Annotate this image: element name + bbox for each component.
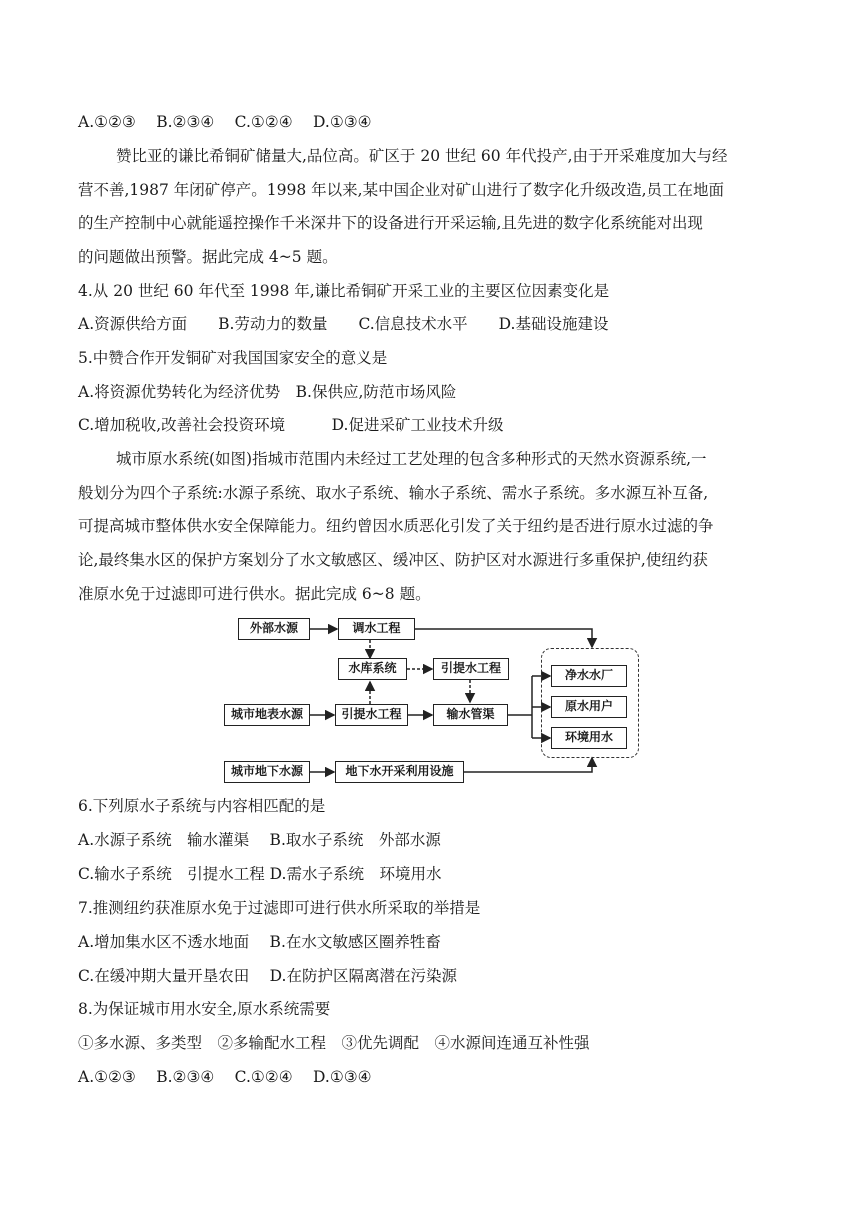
box-external-source: 外部水源 [238, 618, 310, 640]
q7-options-cd: C.在缓冲期大量开垦农田 D.在防护区隔离潜在污染源 [78, 967, 457, 985]
q8-options: A.①②③ B.②③④ C.①②④ D.①③④ [78, 1068, 372, 1086]
q5-options-ab: A.将资源优势转化为经济优势 B.保供应,防范市场风险 [78, 383, 457, 401]
box-lift-project: 引提水工程 [335, 704, 408, 726]
q8-statements: ①多水源、多类型 ②多输配水工程 ③优先调配 ④水源间连通互补性强 [78, 1034, 590, 1052]
q5-options-cd: C.增加税收,改善社会投资环境 D.促进采矿工业技术升级 [78, 416, 504, 434]
passage-zambia-line3: 的生产控制中心就能遥控操作千米深井下的设备进行开采运输,且先进的数字化系统能对出现 [78, 214, 703, 232]
passage-zambia-line1: 赞比亚的谦比希铜矿储量大,品位高。矿区于 20 世纪 60 年代投产,由于开采难度加大与经 [116, 147, 728, 165]
q5-stem: 5.中赞合作开发铜矿对我国国家安全的意义是 [78, 349, 388, 367]
q8-stem: 8.为保证城市用水安全,原水系统需要 [78, 1000, 331, 1018]
passage-zambia-line2: 营不善,1987 年闭矿停产。1998 年以来,某中国企业对矿山进行了数字化升级改造,员工在地面 [78, 181, 725, 199]
box-ground-source: 城市地下水源 [224, 761, 310, 783]
box-lift-project-top: 引提水工程 [433, 658, 509, 680]
passage-water-line1: 城市原水系统(如图)指城市范围内未经过工艺处理的包含多种形式的天然水资源系统,一 [116, 450, 707, 468]
box-raw-users: 原水用户 [551, 696, 627, 718]
box-groundwater-facility: 地下水开采利用设施 [335, 761, 464, 783]
q4-options: A.资源供给方面 B.劳动力的数量 C.信息技术水平 D.基础设施建设 [78, 315, 609, 333]
box-reservoir: 水库系统 [338, 658, 407, 680]
q3-options: A.①②③ B.②③④ C.①②④ D.①③④ [78, 113, 372, 131]
passage-water-line3: 可提高城市整体供水安全保障能力。纽约曾因水质恶化引发了关于纽约是否进行原水过滤的争 [78, 517, 714, 535]
box-env-use: 环境用水 [551, 727, 627, 749]
raw-water-system-diagram [220, 612, 640, 787]
box-water-plant: 净水水厂 [551, 665, 627, 687]
box-surface-source: 城市地表水源 [224, 704, 310, 726]
q6-stem: 6.下列原水子系统与内容相匹配的是 [78, 797, 326, 815]
q4-stem: 4.从 20 世纪 60 年代至 1998 年,谦比希铜矿开采工业的主要区位因素变化是 [78, 282, 610, 300]
q6-options-ab: A.水源子系统 输水灌渠 B.取水子系统 外部水源 [78, 831, 441, 849]
box-transfer-project: 调水工程 [338, 618, 415, 640]
passage-water-line2: 般划分为四个子系统:水源子系统、取水子系统、输水子系统、需水子系统。多水源互补互备, [78, 484, 709, 502]
q7-stem: 7.推测纽约获准原水免于过滤即可进行供水所采取的举措是 [78, 899, 481, 917]
q6-options-cd: C.输水子系统 引提水工程 D.需水子系统 环境用水 [78, 865, 442, 883]
q7-options-ab: A.增加集水区不透水地面 B.在水文敏感区圈养牲畜 [78, 933, 441, 951]
passage-water-line5: 准原水免于过滤即可进行供水。据此完成 6~8 题。 [78, 585, 431, 603]
passage-water-line4: 论,最终集水区的保护方案划分了水文敏感区、缓冲区、防护区对水源进行多重保护,使纽约获 [78, 551, 708, 569]
box-canal: 输水管渠 [433, 704, 508, 726]
passage-zambia-line4: 的问题做出预警。据此完成 4~5 题。 [78, 248, 338, 266]
